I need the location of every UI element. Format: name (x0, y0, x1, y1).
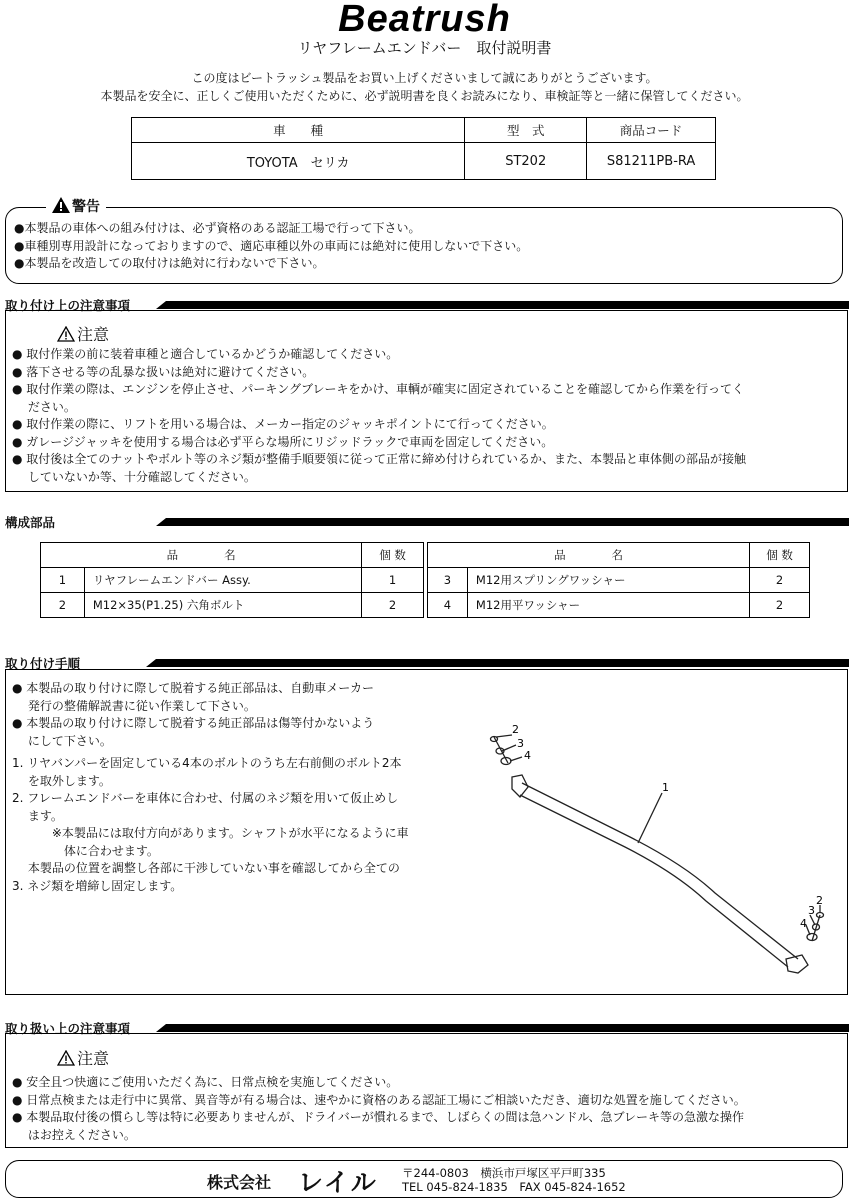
install-cautions-list (12, 346, 746, 486)
procedure-line: にして下さい。 (12, 733, 112, 748)
vehicle-model: TOYOTA セリカ (132, 143, 465, 180)
vehicle-header-type: 型 式 (465, 118, 587, 143)
section-bar (166, 1024, 849, 1032)
caution-line: ● 落下させる等の乱暴な扱いは絶対に避けてください。 (12, 364, 315, 379)
section-title-handling-cautions: 取り扱い上の注意事項 (5, 1021, 131, 1036)
section-bar (156, 659, 849, 667)
procedure-line: ● 本製品の取り付けに際して脱着する純正部品は、自動車メーカー (12, 681, 375, 695)
section-title-parts: 構成部品 (5, 515, 56, 530)
intro-line-1: この度はビートラッシュ製品をお買い上げくださいまして誠にありがとうございます。 (191, 71, 658, 85)
procedure-line: 本製品の位置を調整し各部に干渉していない事を確認してから全ての (12, 861, 400, 875)
caution-line: はお控えください。 (12, 1127, 136, 1142)
caution-line: していないか等、十分確認してください。 (12, 469, 256, 484)
procedure-line: ます。 (12, 808, 63, 823)
procedure-line: 2. フレームエンドバーを車体に合わせ、付属のネジ類を用いて仮止めし (12, 791, 399, 805)
warning-list (14, 220, 528, 273)
caution-triangle-icon (57, 1050, 75, 1066)
procedure-line: 発行の整備解説書に従い作業して下さい。 (12, 698, 256, 713)
caution-heading-text: 注意 (77, 325, 110, 344)
caution-line: ● 取付作業の前に装着車種と適合しているかどうか確認してください。 (12, 347, 399, 361)
part-qty: 2 (750, 568, 810, 593)
document-title: リヤフレームエンドバー 取付説明書 (297, 39, 552, 57)
bar-lower-edge (520, 795, 788, 967)
part-qty: 2 (362, 593, 424, 618)
leader-line (510, 757, 522, 761)
caution-line: ださい。 (12, 399, 76, 414)
caution-line: ● 取付作業の際は、エンジンを停止させ、パーキングブレーキをかけ、車輌が確実に固定されていることを確認してから作業を行ってく (12, 382, 745, 396)
parts-table-left (40, 542, 424, 618)
table-row (428, 568, 810, 593)
section-title-install-cautions: 取り付け上の注意事項 (5, 298, 131, 313)
warning-item: ●本製品を改造しての取付けは絶対に行わないで下さい。 (14, 256, 325, 270)
caution-line: ● 安全且つ快適にご使用いただく為に、日常点検を実施してください。 (12, 1075, 399, 1089)
part-no: 3 (428, 568, 468, 593)
company-address (402, 1166, 626, 1194)
bar-end-top (512, 775, 528, 797)
part-qty: 1 (362, 568, 424, 593)
warning-item: ●本製品の車体への組み付けは、必ず資格のある認証工場で行って下さい。 (14, 221, 421, 235)
section-bar (166, 301, 849, 309)
warning-label-text: 警告 (72, 199, 100, 215)
vehicle-table (131, 117, 716, 180)
company-name: レイル (298, 1168, 378, 1197)
handling-cautions-list (12, 1074, 746, 1144)
part-name: M12用平ワッシャー (467, 593, 749, 618)
brand-logo: Beatrush (338, 0, 511, 40)
procedure-line: を取外します。 (12, 773, 111, 788)
part-name: M12用スプリングワッシャー (467, 568, 749, 593)
callout-2-bottom: 2 (816, 894, 823, 907)
caution-line: ● 取付後は全てのナットやボルト等のネジ類が整備手順要領に従って正常に締め付けられているか、また、本製品と車体側の部品が接触 (12, 452, 747, 466)
caution-triangle-icon (57, 326, 75, 342)
section-bar (166, 518, 849, 526)
caution-line: ● ガレージジャッキを使用する場合は必ず平らな場所にリジッドラックで車両を固定してください。 (12, 434, 554, 449)
callout-3-bottom: 3 (808, 904, 815, 917)
warning-triangle-icon (52, 197, 70, 213)
callout-4-top: 4 (524, 749, 531, 762)
procedure-line: ● 本製品の取り付けに際して脱着する純正部品は傷等付かないよう (12, 716, 375, 730)
parts-header-qty: 個 数 (750, 543, 810, 568)
caution-line: ● 取付作業の際に、リフトを用いる場合は、メーカー指定のジャッキポイントにて行ってください。 (12, 417, 554, 431)
vehicle-type: ST202 (465, 143, 587, 180)
caution-heading (57, 322, 109, 345)
bar-upper-edge (522, 783, 798, 959)
caution-line: ● 本製品取付後の慣らし等は特に必要ありませんが、ドライバーが慣れるまで、しばらくの間は急ハンドル、急ブレーキ等の急激な操作 (12, 1110, 745, 1124)
part-qty: 2 (750, 593, 810, 618)
table-row (41, 593, 424, 618)
table-row (428, 593, 810, 618)
table-row (41, 568, 424, 593)
intro-line-2: 本製品を安全に、正しくご使用いただくために、必ず説明書を良くお読みになり、車検証等と一緒に保管してください。 (100, 89, 749, 103)
caution-heading (57, 1046, 109, 1069)
vehicle-header-code: 商品コード (587, 118, 716, 143)
section-title-procedure: 取り付け手順 (5, 656, 81, 671)
warning-label (46, 196, 106, 216)
procedure-line: 1. リヤバンパーを固定している4本のボルトのうち左右前側のボルト2本 (12, 756, 402, 770)
part-name: リヤフレームエンドバー Assy. (84, 568, 361, 593)
procedure-list (12, 680, 409, 895)
vehicle-header-model: 車 種 (132, 118, 465, 143)
leader-line (638, 793, 662, 843)
parts-header-qty: 個 数 (362, 543, 424, 568)
callout-2-top: 2 (512, 723, 519, 736)
part-no: 4 (428, 593, 468, 618)
warning-item: ●車種別専用設計になっておりますので、適応車種以外の車両には絶対に使用しないで下さい。 (14, 238, 529, 253)
callout-3-top: 3 (517, 737, 524, 750)
parts-header-name: 品 名 (41, 543, 362, 568)
part-name: M12×35(P1.25) 六角ボルト (84, 593, 361, 618)
leader-line (502, 745, 516, 751)
parts-table-right (427, 542, 810, 618)
parts-header-name: 品 名 (428, 543, 750, 568)
procedure-line: 3. ネジ類を増締し固定します。 (12, 878, 183, 893)
part-no: 2 (41, 593, 85, 618)
part-no: 1 (41, 568, 85, 593)
callout-1: 1 (662, 781, 669, 794)
leader-line (496, 735, 512, 737)
caution-heading-text: 注意 (77, 1049, 110, 1068)
procedure-line: ※本製品には取付方向があります。シャフトが水平になるように車 (12, 826, 409, 840)
company-prefix: 株式会社 (207, 1173, 272, 1192)
contact-line: TEL 045-824-1835 FAX 045-824-1652 (402, 1180, 626, 1194)
address-line: 〒244-0803 横浜市戸塚区平戸町335 (402, 1166, 606, 1180)
callout-4-bottom: 4 (800, 917, 807, 930)
caution-line: ● 日常点検または走行中に異常、異音等が有る場合は、速やかに資格のある認証工場にご相談いただき、適切な処置を施してください。 (12, 1092, 746, 1107)
frame-end-bar-illustration (470, 715, 840, 985)
product-code: S81211PB-RA (587, 143, 716, 180)
procedure-line: 体に合わせます。 (12, 843, 159, 858)
